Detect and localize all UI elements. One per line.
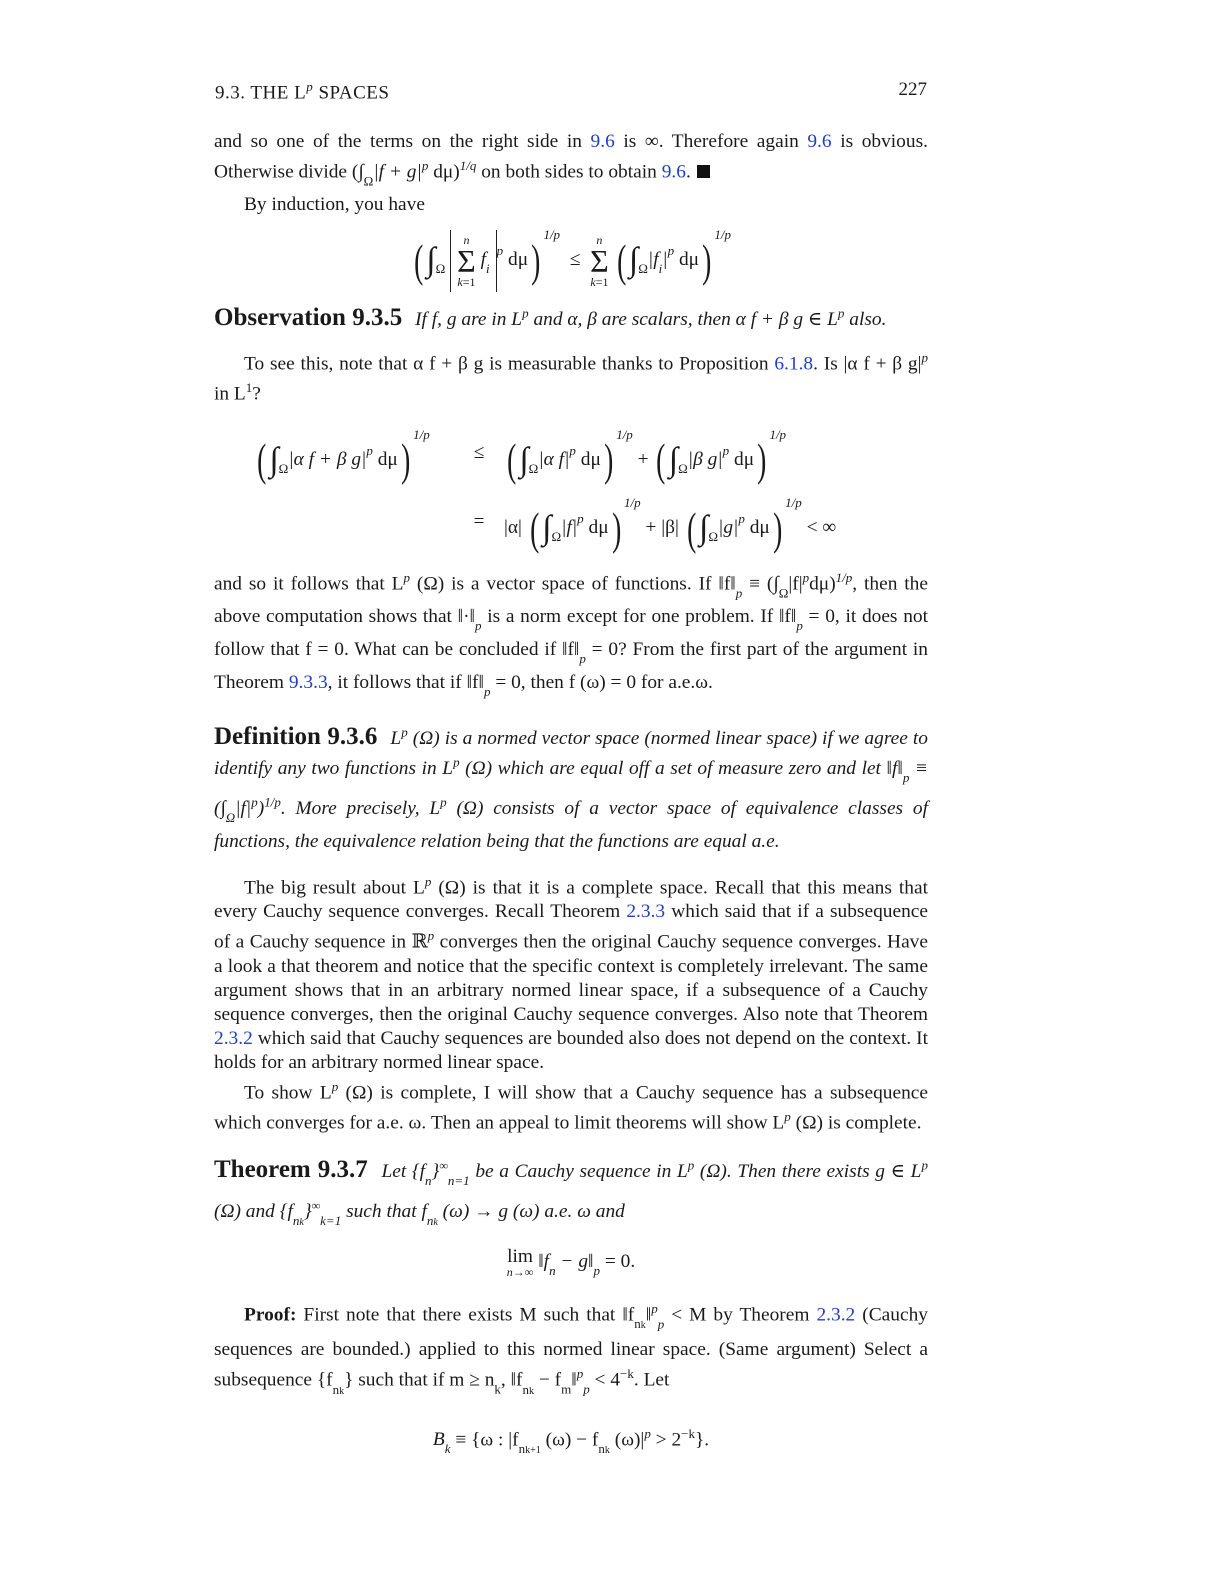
link-thm933[interactable]: 9.3.3 [288,672,328,694]
theorem-937: Theorem 9.3.7 Let $\{f_n\}^\infty_{n=1}$ be a Cauchy sequence in $L^p$ (Ω). Then there exists g ∈ $L^p$ (Ω) and $\{f_{nk}\}^\infty_{k=1}$ such that $f_{nk}$ (ω) → g (ω) a.e. ω and [214,1156,928,1228]
observation-title: Observation 9.3.5 [214,303,403,331]
link-thm233[interactable]: 2.3.3 [626,901,666,923]
link-thm232[interactable]: 2.3.2 [214,1027,253,1049]
observation-935: Observation 9.3.5 If f, g are in $L^p$ and α, β are scalars, then α f + β g ∈ $L^p$ also. [214,303,887,331]
page-number: 227 [898,79,927,100]
triangle-inequality-array: ($\int_\Omega|\alpha$ f + β $g|^p$ dμ)$^{1/p}$ ≤ ($\int_\Omega|\alpha$ $f|^p$ $d\mu)^{1/p} + (\int_\Omega|\beta$ $g|^p$ dμ)$^{1/p}$ = |α| ($\int_\Omega|f|^p$ dμ)$^{1/p}$ + |β| ($\int_\Omega|g|^p$ dμ)$^{1/p}$ < ∞ [257,426,837,554]
proof-paragraph: Proof: First note that there exists M such that $‖f_{nk}‖^p_p < M$ by Theorem 2.3.2 (Cauchy sequences are bounded.) applied to this normed linear space. (Same argument) Select a subsequence $\{f_{nk}\}$ such that if $m \ge n_k$, $‖f_{nk}$ − $f_m‖^p_p < 4^{-k}$. Let [214,1300,928,1397]
page-header [215,76,927,104]
theorem-title: Theorem 9.3.7 [214,1156,368,1184]
qed-mark [697,165,710,178]
proof-label: Proof: [244,1304,297,1326]
link-thm232-b[interactable]: 2.3.2 [816,1304,856,1326]
paragraph-norm: and so it follows that $L^p$ (Ω) is a vector space of functions. If $‖f‖_p \equiv (\int_\Omega|f|^pd\mu)^{1/p}$, then the above computation shows that $‖\cdot‖_p$ is a norm except for one problem. If $‖f‖_p = 0$, it does not follow that f = 0. What can be concluded if $‖f‖_p = 0$? From the first part of the argument in Theorem 9.3.3, it follows that if $‖f‖_p = 0$, then f (ω) = 0 for a.e.ω. [214,569,928,700]
paragraph-eq96: and so one of the terms on the right side in 9.6 is ∞. Therefore again 9.6 is obvious. Otherwise divide ($\int_\Omega|f + g|^p$ dμ)$^{1/q}$ on both sides to obtain 9.6. [214,131,928,189]
paragraph-to-show: To show $L^p$ (Ω) is complete, I will show that a Cauchy sequence has a subsequence which converges for a.e. ω. Then an appeal to limit theorems will show $L^p$ (Ω) is complete. [214,1078,928,1134]
paragraph-induction: By induction, you have [244,194,425,216]
link-prop618[interactable]: 6.1.8 [774,353,814,375]
paragraph-completeness: The big result about $L^p$ (Ω) is that it is a complete space. Recall that this means that every Cauchy sequence converges. Recall Theorem 2.3.3 which said that if a subsequence of a Cauchy sequence in ℝ$^p$ converges then the original Cauchy sequence converges. Have a look a that theorem and notice that the specific context is completely irrelevant. The same argument shows that in an arbitrary normed linear space, if a subsequence of a Cauchy sequence converges, then the original Cauchy sequence converges. Also note that Theorem 2.3.2 which said that Cauchy sequences are bounded also does not depend on the context. It holds for an arbitrary normed linear space. [214,873,928,1073]
link-eq96[interactable]: 9.6 [590,131,615,152]
limit-formula: lim n→∞ $‖f_n$ − $g‖_p = 0$. [506,1245,636,1280]
definition-936: Definition 9.3.6 $L^p$ (Ω) is a normed vector space (normed linear space) if we agree to identify any two functions in $L^p$ (Ω) which are equal off a set of measure zero and let $‖f‖_p \equiv (\int_\Omega|f|^p)^{1/p}$. More precisely, $L^p$ (Ω) consists of a vector space of equivalence classes of functions, the equivalence relation being that the functions are equal a.e. [214,722,928,852]
bk-definition: $B_k \equiv \{\omega$ : $|f_{nk+1}$ $(\omega) - f_{nk}$ $(\omega)|^p > 2^{-k}$}. [432,1425,710,1457]
induction-formula: ($\int_\Omega$ n Σ k=1 $f_i^p$ dμ)$^{1/p}$ ≤ n Σ k=1 ($\int_\Omega|f_i|^p$ dμ)$^{1/p}$ [214,223,928,295]
definition-title: Definition 9.3.6 [214,722,378,750]
link-eq96-b[interactable]: 9.6 [807,131,832,152]
paragraph-observation-proof: To see this, note that α f + β g is measurable thanks to Proposition 6.1.8. Is |α f + β $g|^p$ in $L^1$? [214,349,928,405]
page-body [214,130,928,1473]
link-eq96-c[interactable]: 9.6 [661,161,686,183]
running-head: 9.3. THE $L^p$ SPACES [215,79,390,104]
